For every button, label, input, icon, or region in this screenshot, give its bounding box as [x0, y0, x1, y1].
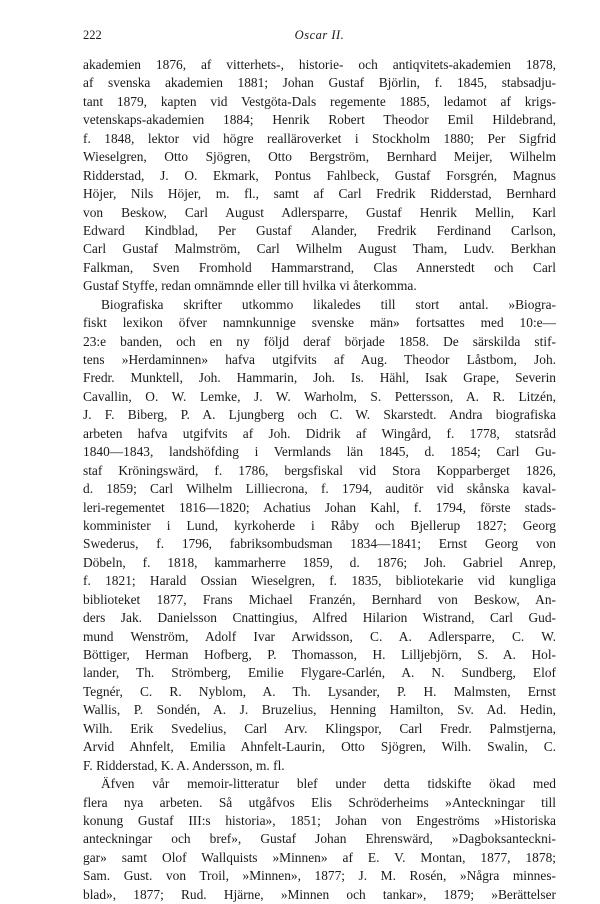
text-line: Arvid Ahnfelt, Emilia Ahnfelt-Laurin, Otto Sjögren, Wilh. Swalin, C. — [83, 739, 556, 755]
text-line: Cavallin, O. W. Lemke, J. W. Warholm, S. Pettersson, A. R. Litzén, — [83, 388, 556, 404]
text-line: f. 1821; Harald Ossian Wieselgren, f. 1835, bibliotekarie vid kungliga — [83, 573, 556, 589]
text-line: Gustaf Styffe, redan omnämnde eller till hvilka vi återkomma. — [83, 278, 417, 294]
text-line: ders Jak. Danielsson Cnattingius, Alfred Hilarion Wistrand, Carl Gud- — [83, 610, 556, 626]
text-line: leri-regementet 1816—1820; Achatius Johan Kahl, f. 1794, förste stads- — [83, 499, 556, 515]
paragraph-start-line: Äfven vår memoir-litteratur blef under detta tidskifte ökad med — [101, 776, 556, 792]
page-header — [83, 28, 556, 46]
body-text — [83, 56, 556, 904]
paragraph-start-line: Biografiska skrifter utkommo likaledes till stort antal. »Biogra- — [101, 296, 556, 312]
text-line: Wallis, P. Sondén, A. J. Bruzelius, Henning Hamilton, Sv. Ad. Hedin, — [83, 702, 556, 718]
text-line: tens »Herdaminnen» hafva utgifvits af Aug. Theodor Låstbom, Joh. — [83, 352, 556, 367]
text-line: Carl Gustaf Malmström, Carl Wilhelm August Tham, Ludv. Berkhan — [83, 241, 556, 257]
text-line: Tegnér, C. R. Nyblom, A. Th. Lysander, P. H. Malmsten, Ernst — [83, 683, 556, 699]
text-line: anteckningar och bref», Gustaf Johan Ehrenswärd, »Dagboksanteckni- — [83, 831, 556, 847]
text-line: fiskt lexikon öfver namnkunnige svenske män» fortsattes med 10:e— — [83, 315, 556, 331]
text-line: blad», 1877; Rud. Hjärne, »Minnen och tankar», 1879; »Berättelser — [83, 886, 556, 902]
text-line: Böttiger, Herman Hofberg, P. Thomasson, H. Lilljebjörn, S. A. Hol- — [83, 647, 556, 662]
text-line: J. F. Biberg, P. A. Ljungberg och C. W. Skarstedt. Andra biografiska — [83, 407, 556, 423]
text-line: biblioteket 1877, Frans Michael Franzén, Bernhard von Beskow, An- — [83, 591, 556, 607]
text-line: 23:e banden, och en ny följd deraf började 1858. De särskilda stif- — [83, 333, 556, 349]
text-line: tant 1879, kapten vid Vestgöta-Dals regemente 1885, ledamot af krigs- — [83, 93, 556, 109]
text-line: komminister i Lund, kyrkoherde i Råby och Bjellerup 1827; Georg — [83, 517, 556, 533]
page-number: 222 — [83, 28, 102, 42]
text-line: Wilh. Erik Svedelius, Carl Arv. Klingspor, Carl Fredr. Palmstjerna, — [83, 720, 556, 736]
text-line: arbeten hafva utgifvits af Joh. Didrik af Wingård, f. 1778, statsråd — [83, 425, 556, 441]
text-line: von Beskow, Carl August Adlersparre, Gustaf Henrik Mellin, Karl — [83, 204, 556, 220]
text-line: Döbeln, f. 1818, kammarherre 1859, d. 1876; Joh. Gabriel Anrep, — [83, 554, 556, 570]
text-line: flera nya arbeten. Så utgåfvos Elis Schröderheims »Anteckningar till — [83, 794, 556, 810]
text-line: 1840—1843, landshöfding i Vermlands län 1845, d. 1854; Carl Gu- — [83, 444, 556, 460]
text-line: Höjer, Nils Höjer, m. fl., samt af Carl Fredrik Ridderstad, Bernhard — [83, 186, 556, 202]
text-line: mund Wenström, Adolf Ivar Arwidsson, C. A. Adlersparre, C. W. — [83, 628, 556, 644]
text-line: f. 1848, lektor vid högre realläroverket i Stockholm 1880; Per Sigfrid — [83, 130, 556, 146]
text-line: konung Gustaf III:s historia», 1851; Johan von Engeströms »Historiska — [83, 812, 556, 828]
text-line: Swederus, f. 1796, fabriksombudsman 1834—1841; Ernst Georg von — [83, 536, 556, 552]
running-title: Oscar II. — [294, 28, 345, 42]
text-line: gar» samt Olof Wallquists »Minnen» af E. V. Montan, 1877, 1878; — [83, 849, 556, 865]
text-line: Edward Kindblad, Per Gustaf Alander, Fredrik Ferdinand Carlson, — [83, 222, 556, 238]
text-line: Falkman, Sven Fromhold Hammarstrand, Clas Annerstedt och Carl — [83, 259, 556, 275]
text-line: d. 1859; Carl Wilhelm Lilliecrona, f. 1794, auditör vid skånska kaval- — [83, 481, 556, 497]
text-line: Sam. Gust. von Troil, »Minnen», 1877; J. M. Rosén, »Några minnes- — [83, 868, 556, 884]
text-line: Fredr. Munktell, Joh. Hammarin, Joh. Is. Hähl, Isak Grape, Severin — [83, 370, 556, 386]
text-line: Wieselgren, Otto Sjögren, Otto Bergström, Bernhard Meijer, Wilhelm — [83, 149, 556, 165]
text-line: akademien 1876, af vitterhets-, historie- och antiqvitets-akademien 1878, — [83, 57, 556, 72]
text-line: lander, Th. Strömberg, Emilie Flygare-Carlén, A. N. Sundberg, Elof — [83, 665, 556, 681]
text-line: staf Kröningswärd, f. 1786, bergsfiskal vid Stora Kopparberget 1826, — [83, 462, 556, 478]
text-line: vetenskaps-akademien 1884; Henrik Robert Theodor Emil Hildebrand, — [83, 112, 556, 128]
text-line: Ridderstad, J. O. Ekmark, Pontus Fahlbeck, Gustaf Forsgrén, Magnus — [83, 167, 556, 183]
text-line: F. Ridderstad, K. A. Andersson, m. fl. — [83, 757, 285, 773]
text-line: af svenska akademien 1881; Johan Gustaf Björlin, f. 1845, stabsadju- — [83, 75, 556, 91]
